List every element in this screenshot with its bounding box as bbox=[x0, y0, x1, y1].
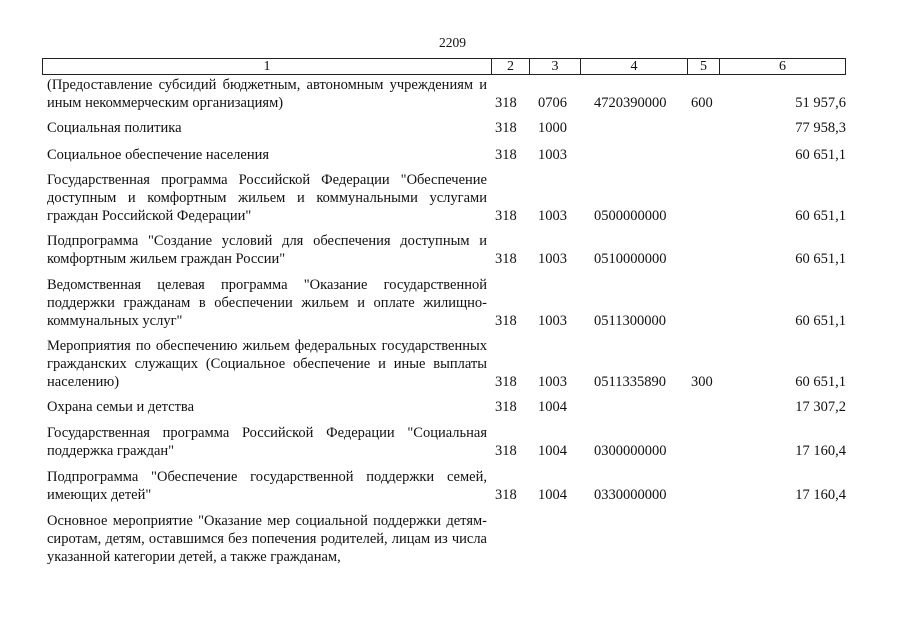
row-code-section: 1003 bbox=[538, 251, 567, 267]
row-code-section: 1004 bbox=[538, 443, 567, 459]
table-row bbox=[42, 424, 846, 460]
row-amount: 60 651,1 bbox=[795, 313, 846, 329]
header-col-5: 5 bbox=[687, 59, 719, 74]
row-code-target: 4720390000 bbox=[594, 95, 667, 111]
table-row bbox=[42, 76, 846, 112]
header-col-4: 4 bbox=[580, 59, 687, 74]
row-code-section: 1003 bbox=[538, 208, 567, 224]
table-row bbox=[42, 276, 846, 330]
row-description: Социальное обеспечение населения bbox=[47, 147, 270, 163]
row-amount: 60 651,1 bbox=[795, 251, 846, 267]
row-amount: 77 958,3 bbox=[795, 120, 846, 136]
row-description: Подпрограмма "Создание условий для обеспечения доступным и комфортным жильем граждан России" bbox=[47, 233, 487, 267]
row-code-admin: 318 bbox=[495, 208, 517, 224]
row-code-section: 1003 bbox=[538, 374, 567, 390]
row-description: (Предоставление субсидий бюджетным, автономным учреждениям и иным некоммерческим организациям) bbox=[47, 77, 487, 111]
row-amount: 60 651,1 bbox=[795, 147, 846, 163]
header-col-3: 3 bbox=[529, 59, 580, 74]
row-code-target: 0510000000 bbox=[594, 251, 667, 267]
row-code-target: 0511300000 bbox=[594, 313, 666, 329]
row-code-target: 0500000000 bbox=[594, 208, 667, 224]
row-description: Основное мероприятие "Оказание мер социальной поддержки детям-сиротам, детям, оставшимся без попечения родителей, лицам из числа указанной категории детей, а также гражданам, bbox=[47, 513, 487, 565]
row-code-section: 0706 bbox=[538, 95, 567, 111]
row-code-target: 0330000000 bbox=[594, 487, 667, 503]
row-description: Подпрограмма "Обеспечение государственной поддержки семей, имеющих детей" bbox=[47, 469, 487, 503]
header-col-2: 2 bbox=[491, 59, 529, 74]
row-code-section: 1003 bbox=[538, 147, 567, 163]
table-row bbox=[42, 119, 846, 137]
row-amount: 60 651,1 bbox=[795, 208, 846, 224]
row-code-section: 1000 bbox=[538, 120, 567, 136]
row-code-target: 0300000000 bbox=[594, 443, 667, 459]
row-description: Социальная политика bbox=[47, 120, 182, 136]
row-amount: 51 957,6 bbox=[795, 95, 846, 111]
row-code-admin: 318 bbox=[495, 487, 517, 503]
row-code-target: 0511335890 bbox=[594, 374, 666, 390]
row-code-admin: 318 bbox=[495, 399, 517, 415]
row-description: Государственная программа Российской Федерации "Социальная поддержка граждан" bbox=[47, 425, 487, 459]
table-row bbox=[42, 232, 846, 268]
row-code-section: 1003 bbox=[538, 313, 567, 329]
row-description: Государственная программа Российской Федерации "Обеспечение доступным и комфортным жильем и коммунальными услугами граждан Российской Федерации" bbox=[47, 172, 487, 224]
row-code-expense-type: 600 bbox=[691, 95, 713, 111]
table-header bbox=[42, 58, 846, 75]
row-code-admin: 318 bbox=[495, 443, 517, 459]
header-col-1: 1 bbox=[263, 59, 271, 74]
table-row bbox=[42, 337, 846, 391]
row-amount: 60 651,1 bbox=[795, 374, 846, 390]
row-code-admin: 318 bbox=[495, 95, 517, 111]
row-amount: 17 160,4 bbox=[795, 443, 846, 459]
row-amount: 17 307,2 bbox=[795, 399, 846, 415]
row-code-admin: 318 bbox=[495, 251, 517, 267]
row-code-admin: 318 bbox=[495, 313, 517, 329]
table-row bbox=[42, 146, 846, 164]
header-col-6: 6 bbox=[719, 59, 845, 74]
row-code-section: 1004 bbox=[538, 487, 567, 503]
page-number: 2209 bbox=[439, 35, 466, 50]
row-amount: 17 160,4 bbox=[795, 487, 846, 503]
row-code-admin: 318 bbox=[495, 120, 517, 136]
table-row bbox=[42, 171, 846, 225]
row-code-section: 1004 bbox=[538, 399, 567, 415]
row-code-expense-type: 300 bbox=[691, 374, 713, 390]
table-row bbox=[42, 468, 846, 504]
row-description: Охрана семьи и детства bbox=[47, 399, 195, 415]
row-description: Мероприятия по обеспечению жильем федеральных государственных гражданских служащих (Социальное обеспечение и иные выплаты населению) bbox=[47, 338, 487, 390]
table-row bbox=[42, 512, 846, 566]
row-description: Ведомственная целевая программа "Оказание государственной поддержки гражданам в обеспечении жильем и оплате жилищно-коммунальных услуг" bbox=[47, 277, 487, 329]
row-code-admin: 318 bbox=[495, 374, 517, 390]
row-code-admin: 318 bbox=[495, 147, 517, 163]
table-row bbox=[42, 398, 846, 416]
